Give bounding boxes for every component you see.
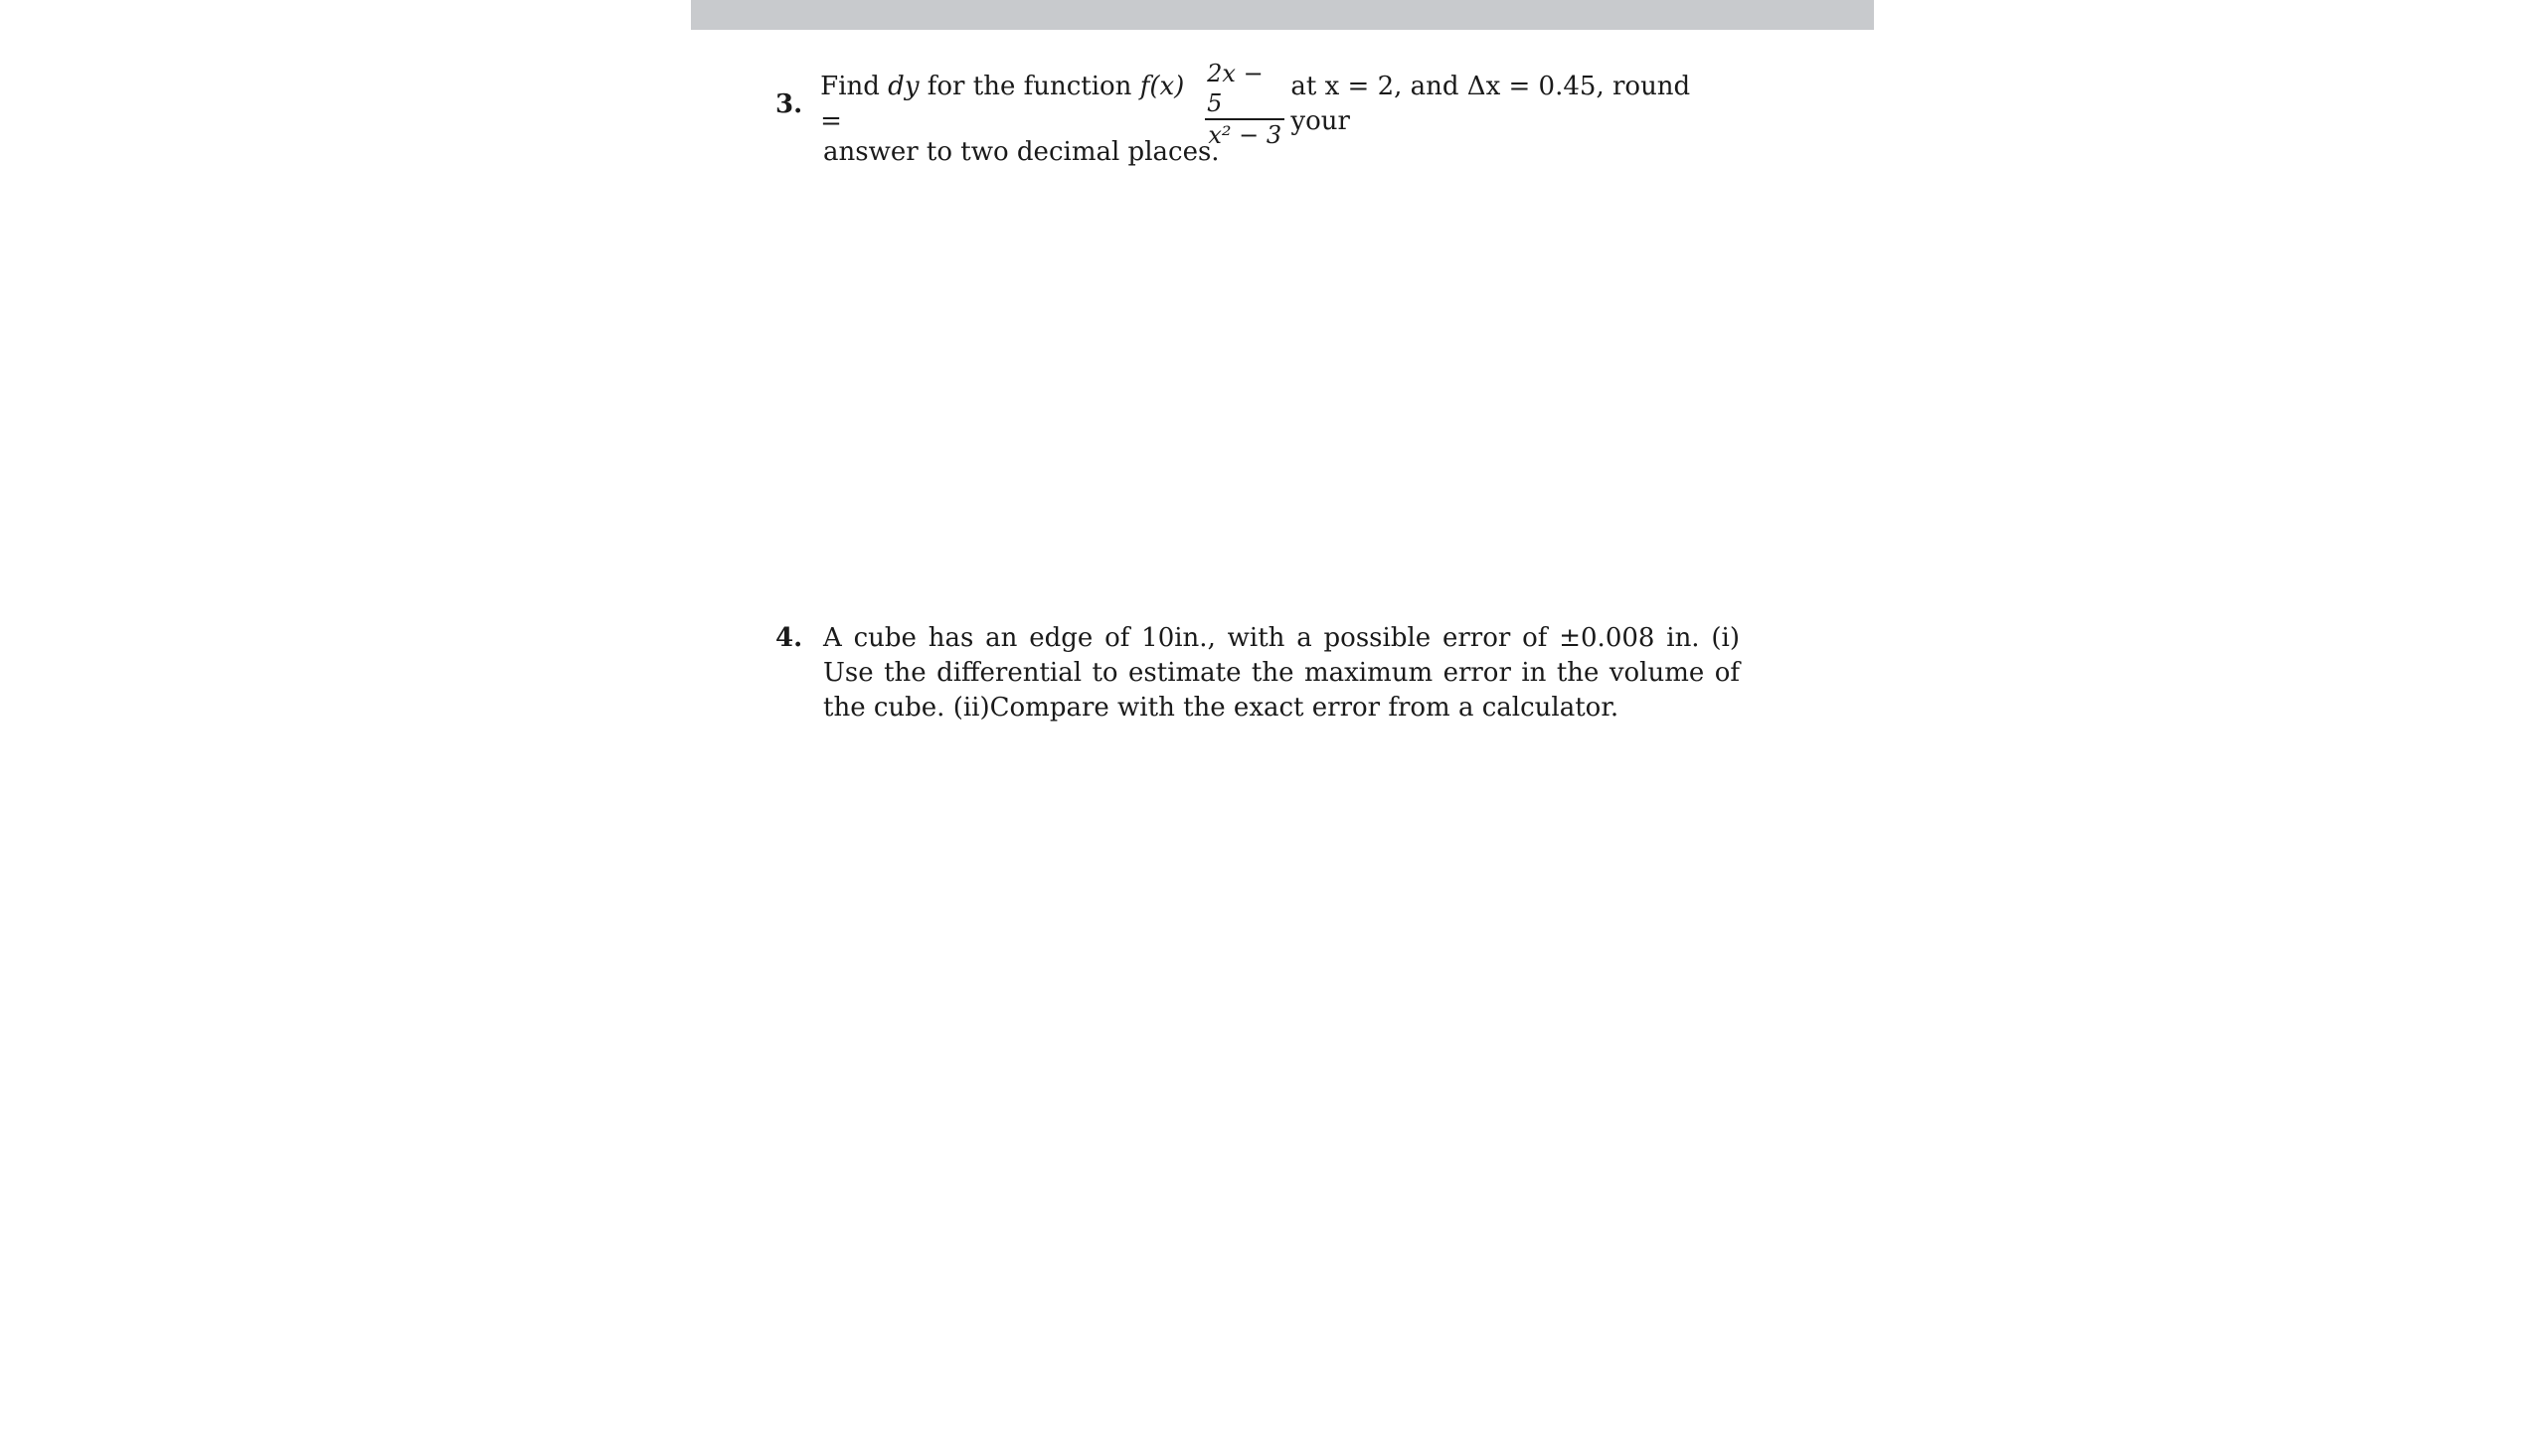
text-for-the-function: for the function [919, 72, 1140, 101]
problem-4-text: A cube has an edge of 10in., with a possible error of ±0.008 in. (i) Use the differential to estimate the maximum error in the volume of the cube. (ii)Compare with the exact error from a calculator. [823, 623, 1740, 723]
page-top-bar [691, 0, 1874, 30]
text-find: Find [820, 72, 889, 101]
problem-number: 3. [775, 88, 803, 119]
problem-3-lead [820, 70, 1199, 139]
problem-3-line-1 [775, 60, 1740, 149]
fraction-numerator: 2x − 5 [1207, 60, 1264, 117]
math-dy: dy [888, 72, 920, 101]
problem-4 [775, 621, 1740, 726]
problem-3 [775, 60, 1740, 170]
math-fx: f(x) = [820, 72, 1185, 136]
problem-3-tail: at x = 2, and Δx = 0.45, round your [1290, 72, 1691, 136]
problem-number: 4. [775, 623, 803, 653]
fraction-denominator: x² − 3 [1208, 121, 1282, 149]
problem-3-line-2: answer to two decimal places. [823, 137, 1220, 167]
